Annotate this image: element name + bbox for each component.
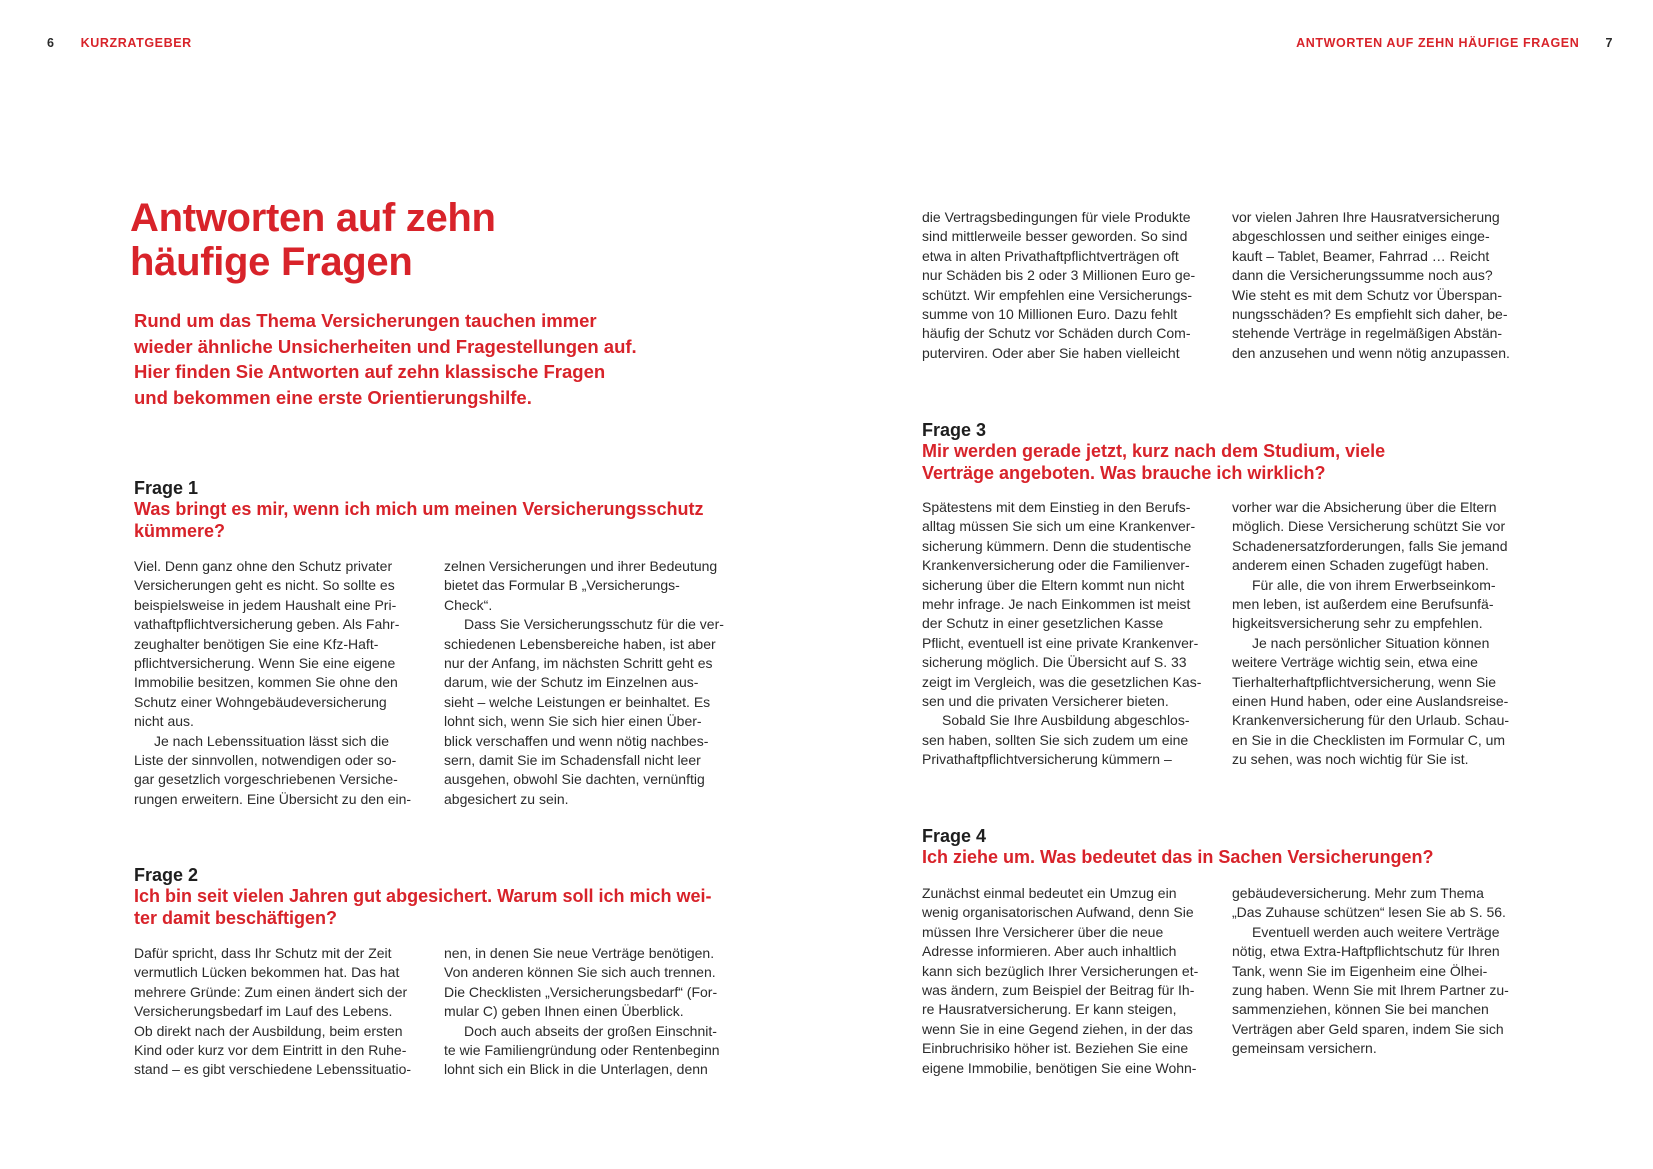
text-line: Kind oder kurz vor dem Eintritt in den Ruhe- — [134, 1042, 407, 1059]
text-line: sicherung über die Eltern kommt nun nicht — [922, 576, 1185, 593]
page-title — [130, 196, 650, 284]
text-line: mehr infrage. Je nach Einkommen ist meist — [922, 596, 1191, 613]
text-line: Einbruchrisiko höher ist. Beziehen Sie eine — [922, 1040, 1189, 1057]
left-running-header — [47, 36, 192, 50]
text-line: Je nach Lebenssituation lässt sich die — [154, 732, 390, 749]
text-line: Von anderen können Sie sich auch trennen. — [444, 964, 716, 981]
text-line: zeigt im Vergleich, was die gesetzlichen Kas- — [922, 673, 1202, 690]
text-line: was ändern, zum Beispiel der Beitrag für Ih- — [922, 982, 1195, 999]
question-line: Verträge angeboten. Was brauche ich wirklich? — [922, 462, 1326, 483]
right-section-title: ANTWORTEN AUF ZEHN HÄUFIGE FRAGEN — [1296, 36, 1580, 50]
text-line: Dafür spricht, dass Ihr Schutz mit der Zeit — [134, 945, 392, 961]
continuation-column-1 — [922, 208, 1222, 363]
intro-line: Hier finden Sie Antworten auf zehn klassische Fragen — [134, 361, 606, 382]
question-text — [922, 847, 1582, 869]
question-4-column-1 — [922, 884, 1222, 1078]
text-line: „Das Zuhause schützen“ lesen Sie ab S. 56. — [1232, 904, 1506, 921]
intro-line: Rund um das Thema Versicherungen tauchen immer — [134, 310, 597, 331]
text-line: nicht aus. — [134, 713, 194, 730]
text-line: wenig organisatorischen Aufwand, denn Sie — [922, 904, 1194, 921]
text-line: der Schutz in einer gesetzlichen Kasse — [922, 615, 1164, 632]
text-line: gemeinsam versichern. — [1232, 1040, 1377, 1057]
text-line: stehende Verträge in regelmäßigen Abstän- — [1232, 325, 1503, 342]
question-2-column-1 — [134, 944, 434, 1080]
right-running-header — [1296, 36, 1613, 50]
text-line: Tierhalterhaftpflichtversicherung, wenn Sie — [1232, 673, 1497, 690]
text-line: Zunächst einmal bedeutet ein Umzug ein — [922, 885, 1177, 901]
text-line: zeughalter benötigen Sie eine Kfz-Haft- — [134, 635, 379, 652]
text-line: Versicherungen geht es nicht. So sollte es — [134, 577, 395, 594]
text-line: blick verschaffen und wenn nötig nachbes- — [444, 732, 709, 749]
text-line: vor vielen Jahren Ihre Hausratversicherung — [1232, 209, 1500, 225]
text-line: abgesichert zu sein. — [444, 790, 569, 807]
text-line: gebäudeversicherung. Mehr zum Thema — [1232, 885, 1484, 901]
text-line: sieht – welche Leistungen er beinhaltet. Es — [444, 693, 711, 710]
text-line: Schadenersatzforderungen, falls Sie jemand — [1232, 537, 1508, 554]
intro-line: und bekommen eine erste Orientierungshilfe. — [134, 386, 532, 408]
text-line: Liste der sinnvollen, notwendigen oder so- — [134, 752, 397, 769]
text-line: nen, in denen Sie neue Verträge benötigen. — [444, 945, 715, 961]
question-4-column-2 — [1232, 884, 1532, 1059]
text-line: Sobald Sie Ihre Ausbildung abgeschlos- — [942, 712, 1190, 729]
text-line: ausgehen, obwohl Sie dachten, vernünftig — [444, 771, 705, 788]
text-line: eigene Immobilie, benötigen Sie eine Wohn- — [922, 1059, 1197, 1076]
text-line: Ob direkt nach der Ausbildung, beim ersten — [134, 1022, 403, 1039]
text-line: lohnt sich ein Blick in die Unterlagen, denn — [444, 1061, 708, 1078]
question-3-heading — [922, 419, 1582, 484]
text-line: alltag müssen Sie sich um eine Krankenver- — [922, 518, 1196, 535]
question-text — [922, 441, 1582, 484]
text-line: nungsschäden? Es empfiehlt sich daher, be- — [1232, 306, 1508, 323]
text-line: Pflicht, eventuell ist eine private Krankenver- — [922, 634, 1199, 651]
text-line: stand – es gibt verschiedene Lebenssituatio- — [134, 1061, 412, 1078]
intro-text — [134, 308, 694, 410]
text-line: sicherung kümmern. Denn die studentische — [922, 537, 1192, 554]
question-line: Ich bin seit vielen Jahren gut abgesichert. Warum soll ich mich wei- — [134, 886, 712, 906]
text-line: schiedenen Lebensbereiche haben, ist aber — [444, 635, 716, 652]
text-line: men leben, ist außerdem eine Berufsunfä- — [1232, 596, 1494, 613]
text-line: zung haben. Wenn Sie mit Ihrem Partner zu- — [1232, 982, 1509, 999]
question-label: Frage 1 — [134, 478, 199, 498]
text-line: Versicherungsbedarf im Lauf des Lebens. — [134, 1003, 393, 1020]
text-line: nur Schäden bis 2 oder 3 Millionen Euro ge- — [922, 267, 1196, 284]
text-line: anderem einen Schaden zugefügt haben. — [1232, 557, 1489, 574]
page-title-line: Antworten auf zehn — [130, 196, 496, 240]
text-line: weitere Verträge wichtig sein, etwa eine — [1232, 654, 1478, 671]
question-label: Frage 3 — [922, 420, 987, 440]
text-line: en Sie in die Checklisten im Formular C, um — [1232, 731, 1506, 748]
text-line: Krankenversicherung oder die Familienver- — [922, 557, 1190, 574]
text-line: re Hausratversicherung. Er kann steigen, — [922, 1001, 1177, 1018]
text-line: Krankenversicherung für den Urlaub. Schau- — [1232, 712, 1510, 729]
text-line: Immobilie besitzen, kommen Sie ohne den — [134, 674, 398, 691]
question-1-column-2 — [444, 557, 744, 809]
left-section-title: KURZRATGEBER — [80, 36, 192, 50]
text-line: nötig, etwa Extra-Haftpflichtschutz für Ihren — [1232, 943, 1500, 960]
text-line: möglich. Diese Versicherung schützt Sie vor — [1232, 518, 1506, 535]
text-line: sicherung möglich. Die Übersicht auf S. 33 — [922, 654, 1187, 671]
question-line: Mir werden gerade jetzt, kurz nach dem Studium, viele — [922, 441, 1386, 461]
text-line: Wie steht es mit dem Schutz vor Überspan- — [1232, 286, 1502, 303]
text-line: etwa in alten Privathaftpflichtverträgen oft — [922, 247, 1179, 264]
question-text — [134, 886, 754, 929]
text-line: sammenziehen, können Sie bei manchen — [1232, 1001, 1489, 1018]
text-line: müssen Ihre Versicherer über die neue — [922, 923, 1164, 940]
text-line: Je nach persönlicher Situation können — [1252, 634, 1490, 651]
text-line: mehrere Gründe: Zum einen ändert sich der — [134, 983, 408, 1000]
text-line: die Vertragsbedingungen für viele Produkte — [922, 209, 1191, 225]
text-line: Adresse informieren. Aber auch inhaltlich — [922, 943, 1177, 960]
text-line: Für alle, die von ihrem Erwerbseinkom- — [1252, 576, 1496, 593]
text-line: Dass Sie Versicherungsschutz für die ver- — [464, 616, 724, 633]
question-1-heading — [134, 477, 754, 542]
text-line: Privathaftpflichtversicherung kümmern – — [922, 751, 1172, 768]
text-line: Doch auch abseits der großen Einschnit- — [464, 1022, 717, 1039]
text-line: Spätestens mit dem Einstieg in den Berufs- — [922, 499, 1191, 515]
question-3-column-2 — [1232, 498, 1532, 770]
text-line: higkeitsversicherung sehr zu empfehlen. — [1232, 615, 1483, 632]
continuation-column-2 — [1232, 208, 1532, 363]
text-line: Schutz einer Wohngebäudeversicherung — [134, 693, 387, 710]
text-line: sind mittlerweile besser geworden. So sind — [922, 228, 1188, 245]
text-line: Verträgen aber Geld sparen, indem Sie sich — [1232, 1020, 1504, 1037]
text-line: den anzusehen und wenn nötig anzupassen. — [1232, 344, 1510, 361]
question-text — [134, 499, 754, 542]
text-line: häufig der Schutz vor Schäden durch Com- — [922, 325, 1191, 342]
text-line: sern, damit Sie im Schadensfall nicht leer — [444, 752, 701, 769]
question-line: Ich ziehe um. Was bedeutet das in Sachen Versicherungen? — [922, 847, 1434, 867]
text-line: puterviren. Oder aber Sie haben vielleicht — [922, 344, 1180, 361]
text-line: summe von 10 Millionen Euro. Dazu fehlt — [922, 306, 1178, 323]
left-page-number: 6 — [47, 36, 55, 50]
text-line: Eventuell werden auch weitere Verträge — [1252, 923, 1500, 940]
text-line: bietet das Formular B „Versicherungs- — [444, 577, 680, 594]
text-line: zu sehen, was noch wichtig für Sie ist. — [1232, 751, 1469, 768]
question-label: Frage 4 — [922, 826, 987, 846]
text-line: schützt. Wir empfehlen eine Versicherungs- — [922, 286, 1193, 303]
intro-line: wieder ähnliche Unsicherheiten und Fragestellungen auf. — [134, 335, 637, 357]
text-line: vathaftpflichtversicherung geben. Als Fahr- — [134, 616, 400, 633]
question-line: ter damit beschäftigen? — [134, 907, 338, 928]
text-line: te wie Familiengründung oder Rentenbeginn — [444, 1042, 720, 1059]
text-line: dann die Versicherungssumme noch aus? — [1232, 267, 1493, 284]
question-1-column-1 — [134, 557, 434, 809]
text-line: pflichtversicherung. Wenn Sie eine eigene — [134, 655, 396, 672]
text-line: sen haben, sollten Sie sich zudem um eine — [922, 731, 1189, 748]
question-4-heading — [922, 825, 1582, 869]
text-line: kann sich bezüglich Ihrer Versicherungen et- — [922, 962, 1199, 979]
question-2-column-2 — [444, 944, 744, 1080]
text-line: wenn Sie in eine Gegend ziehen, in der das — [922, 1020, 1193, 1037]
text-line: Check“. — [444, 596, 493, 613]
text-line: vorher war die Absicherung über die Eltern — [1232, 499, 1497, 515]
text-line: gar gesetzlich vorgeschriebenen Versiche- — [134, 771, 398, 788]
question-label: Frage 2 — [134, 865, 199, 885]
text-line: darum, wie der Schutz im Einzelnen aus- — [444, 674, 699, 691]
text-line: kauft – Tablet, Beamer, Fahrrad … Reicht — [1232, 247, 1490, 264]
question-3-column-1 — [922, 498, 1222, 770]
text-line: zelnen Versicherungen und ihrer Bedeutung — [444, 558, 718, 574]
text-line: mular C) geben Ihnen einen Überblick. — [444, 1003, 684, 1020]
question-2-heading — [134, 864, 754, 929]
page-title-line: häufige Fragen — [130, 240, 413, 284]
text-line: abgeschlossen und seither einiges einge- — [1232, 228, 1490, 245]
text-line: lohnt sich, wenn Sie sich hier einen Über- — [444, 713, 702, 730]
text-line: sen und die privaten Versicherer bieten. — [922, 693, 1169, 710]
question-line: Was bringt es mir, wenn ich mich um meinen Versicherungsschutz — [134, 499, 704, 519]
text-line: Die Checklisten „Versicherungsbedarf“ (For- — [444, 983, 718, 1000]
text-line: nur der Anfang, im nächsten Schritt geht es — [444, 655, 713, 672]
text-line: vermutlich Lücken bekommen hat. Das hat — [134, 964, 400, 981]
text-line: einen Hund haben, oder eine Auslandsreise- — [1232, 693, 1509, 710]
text-line: Viel. Denn ganz ohne den Schutz privater — [134, 558, 393, 574]
text-line: beispielsweise in jedem Haushalt eine Pri- — [134, 596, 397, 613]
question-line: kümmere? — [134, 520, 226, 541]
right-page-number: 7 — [1605, 36, 1613, 50]
text-line: Tank, wenn Sie im Eigenheim eine Ölhei- — [1232, 962, 1488, 979]
text-line: rungen erweitern. Eine Übersicht zu den ein- — [134, 790, 412, 807]
